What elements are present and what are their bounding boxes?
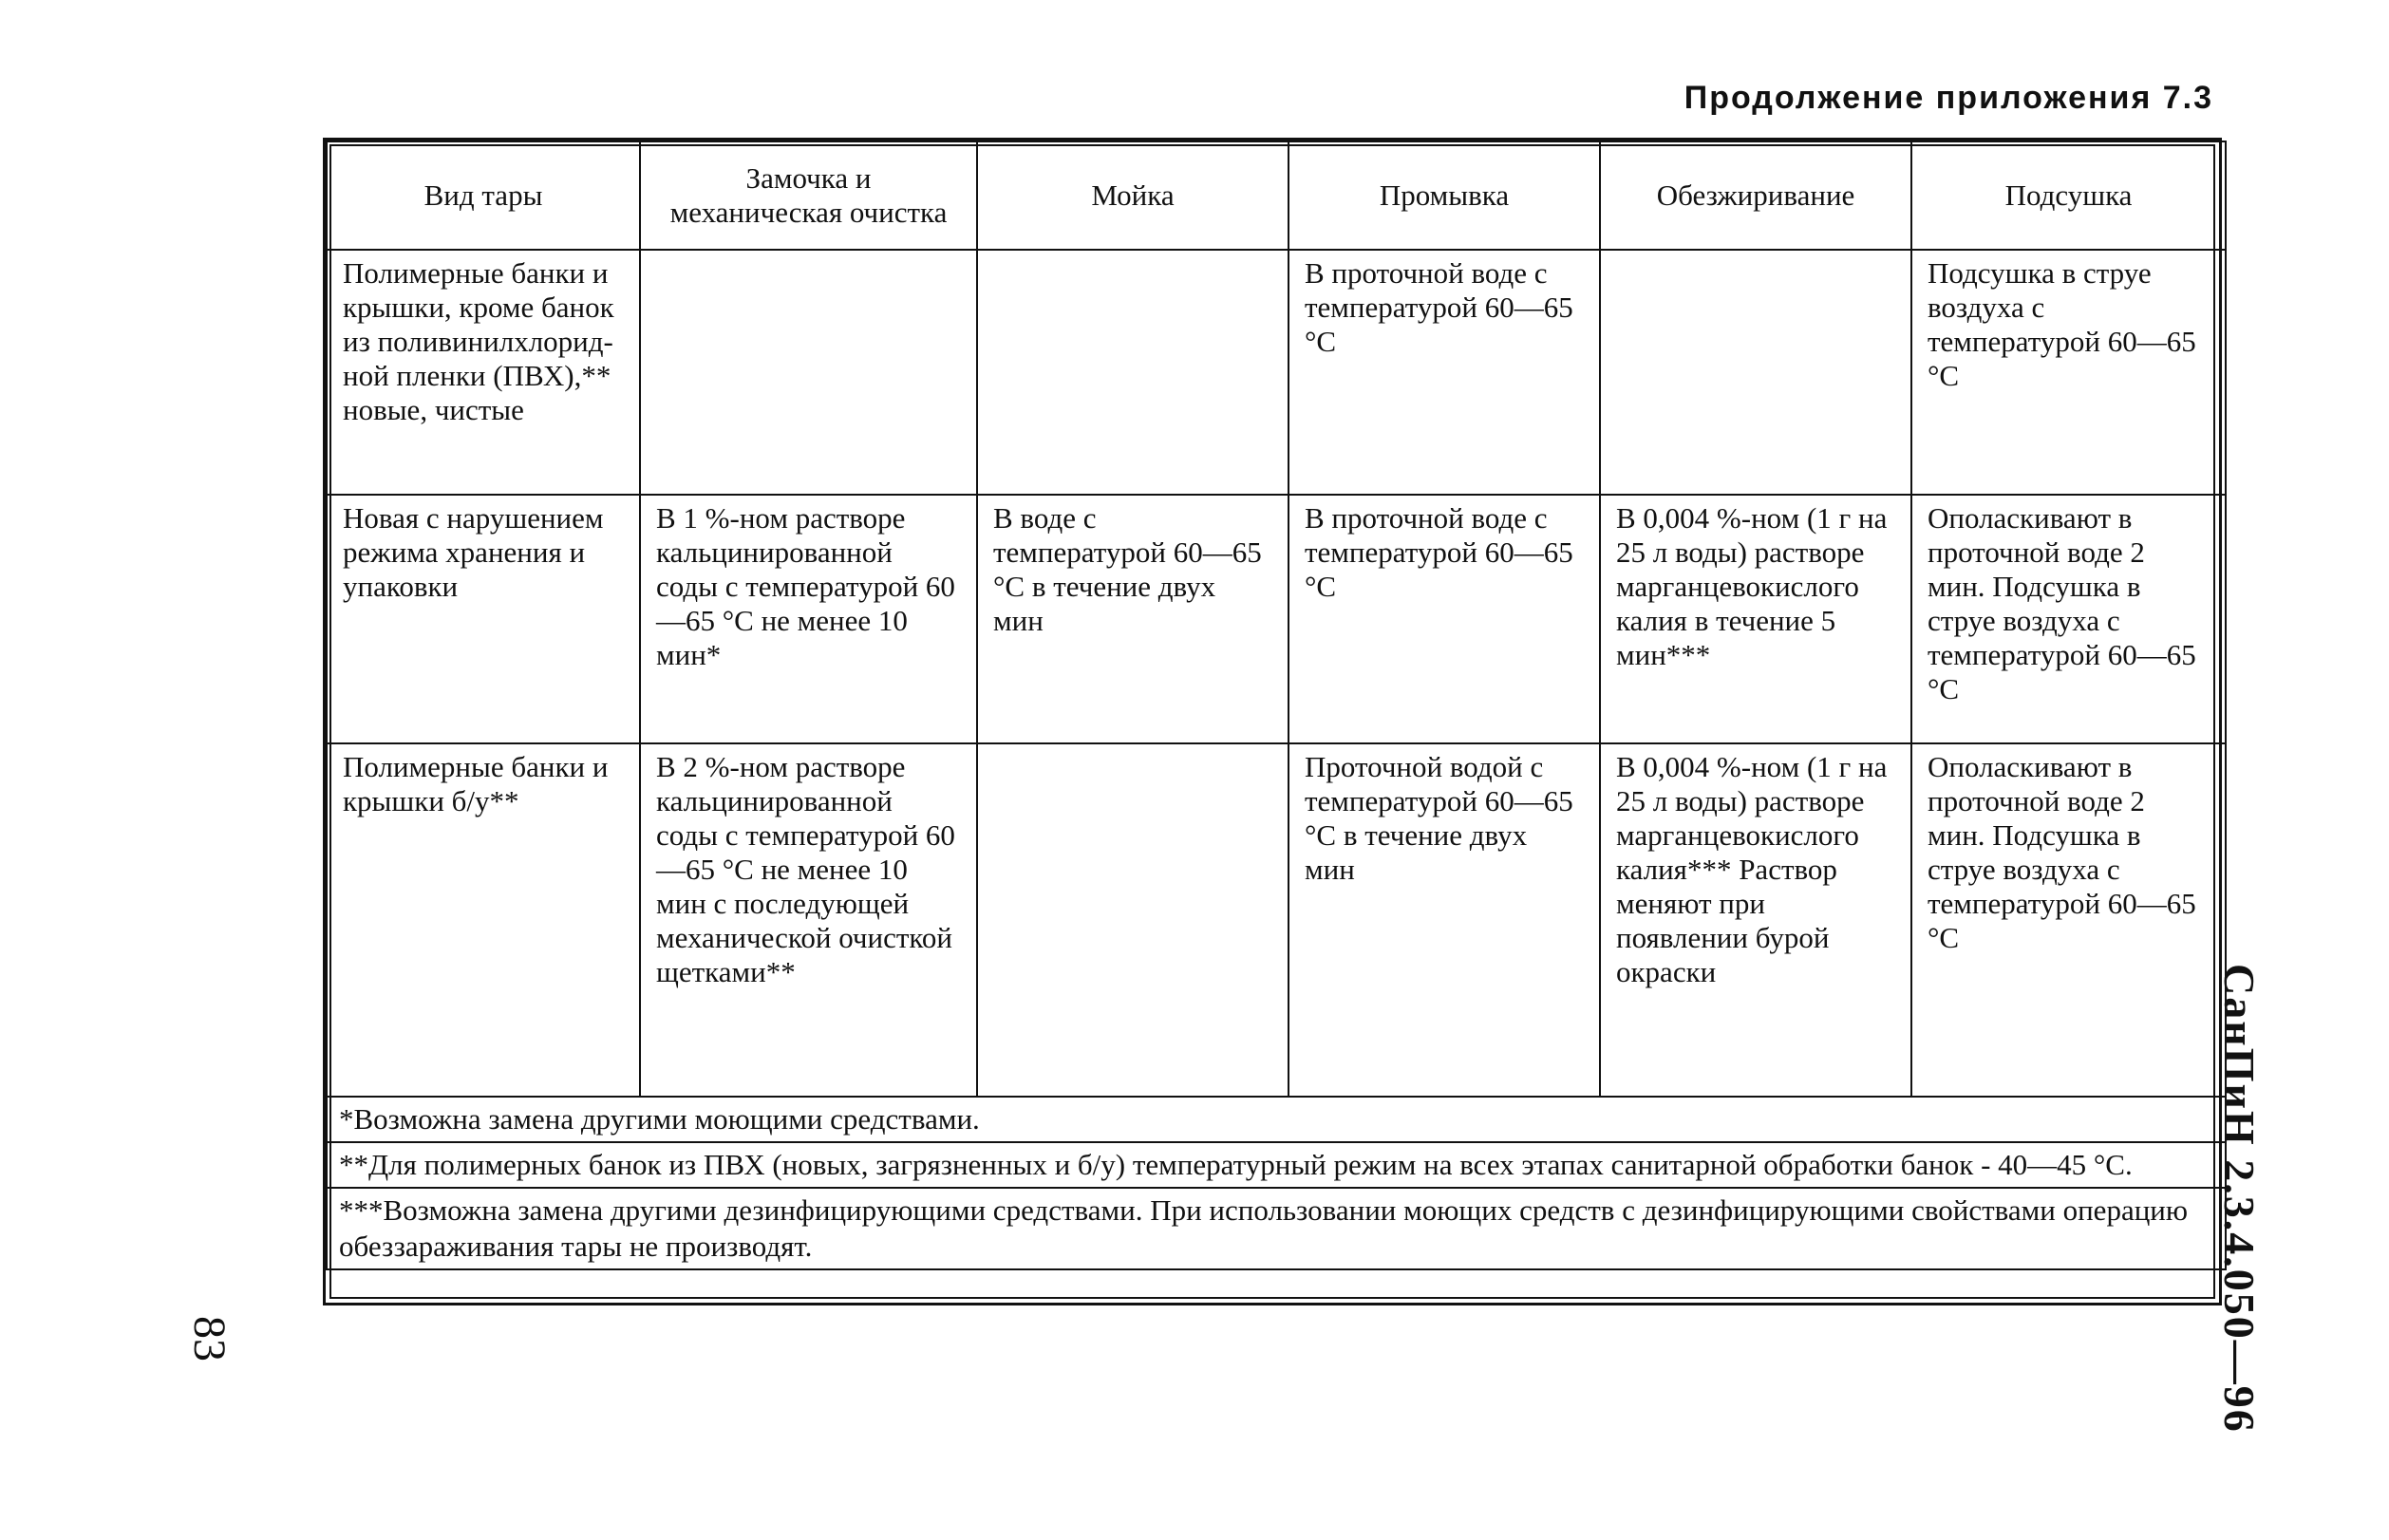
cell-moyka <box>977 743 1289 1097</box>
cell-podsushka: Ополаскивают в проточной воде 2 мин. Подсушка в струе воздуха с температурой 60—65 °С <box>1911 495 2226 743</box>
col-header: Подсушка <box>1911 141 2226 250</box>
table-header-row <box>327 141 2226 250</box>
cell-zamochka <box>640 250 977 495</box>
cell-vid: Полимерные банки и крышки, кроме банок из поливинилхлорид-ной пленки (ПВХ),** новые, чистые <box>327 250 640 495</box>
cell-podsushka: Ополаскивают в проточной воде 2 мин. Подсушка в струе воздуха с температурой 60—65 °С <box>1911 743 2226 1097</box>
col-header: Мойка <box>977 141 1289 250</box>
footnote: *Возможна замена другими моющими средствами. <box>327 1097 2226 1142</box>
footnote: ***Возможна замена другими дезинфицирующими средствами. При использовании моющих средств с дезинфицирующими свойствами операцию обеззараживания тары не производят. <box>327 1188 2226 1269</box>
col-header: Обезжиривание <box>1600 141 1911 250</box>
cell-zamochka: В 2 %-ном растворе кальцинированной соды с температурой 60—65 °С не менее 10 мин с последующей механической очисткой щетками** <box>640 743 977 1097</box>
cell-obezzh: В 0,004 %-ном (1 г на 25 л воды) растворе марганцевокислого калия*** Раствор меняют при появлении бурой окраски <box>1600 743 1911 1097</box>
col-header: Промывка <box>1289 141 1600 250</box>
footnote-row <box>327 1188 2226 1269</box>
sanitation-table <box>323 138 2222 1305</box>
table-row <box>327 250 2226 495</box>
table-row <box>327 495 2226 743</box>
cell-podsushka: Подсушка в струе воздуха с температурой 60—65 °С <box>1911 250 2226 495</box>
continuation-header: Продолжение приложения 7.3 <box>1684 80 2213 116</box>
cell-obezzh: В 0,004 %-ном (1 г на 25 л воды) растворе марганцевокислого калия в течение 5 мин*** <box>1600 495 1911 743</box>
col-header: Вид тары <box>327 141 640 250</box>
footnote-row <box>327 1097 2226 1142</box>
cell-moyka: В воде с температурой 60—65 °С в течение двух мин <box>977 495 1289 743</box>
document-code-label: СанПиН 2.3.4.050—96 <box>2215 964 2264 1434</box>
table <box>326 141 2227 1270</box>
cell-moyka <box>977 250 1289 495</box>
cell-promyvka: Проточной водой с температурой 60—65 °С в течение двух мин <box>1289 743 1600 1097</box>
cell-zamochka: В 1 %-ном растворе кальцинированной соды с температурой 60—65 °С не менее 10 мин* <box>640 495 977 743</box>
cell-promyvka: В проточной воде с температурой 60—65 °С <box>1289 495 1600 743</box>
footnote: **Для полимерных банок из ПВХ (новых, загрязненных и б/у) температурный режим на всех этапах санитарной обработки банок - 40—45 °С. <box>327 1142 2226 1188</box>
table-row <box>327 743 2226 1097</box>
footnote-row <box>327 1142 2226 1188</box>
cell-vid: Полимерные банки и крышки б/у** <box>327 743 640 1097</box>
cell-vid: Новая с нарушением режима хранения и упаковки <box>327 495 640 743</box>
page-number: 83 <box>184 1316 235 1362</box>
cell-obezzh <box>1600 250 1911 495</box>
col-header: Замочка и механическая очистка <box>640 141 977 250</box>
cell-promyvka: В проточной воде с температурой 60—65 °С <box>1289 250 1600 495</box>
